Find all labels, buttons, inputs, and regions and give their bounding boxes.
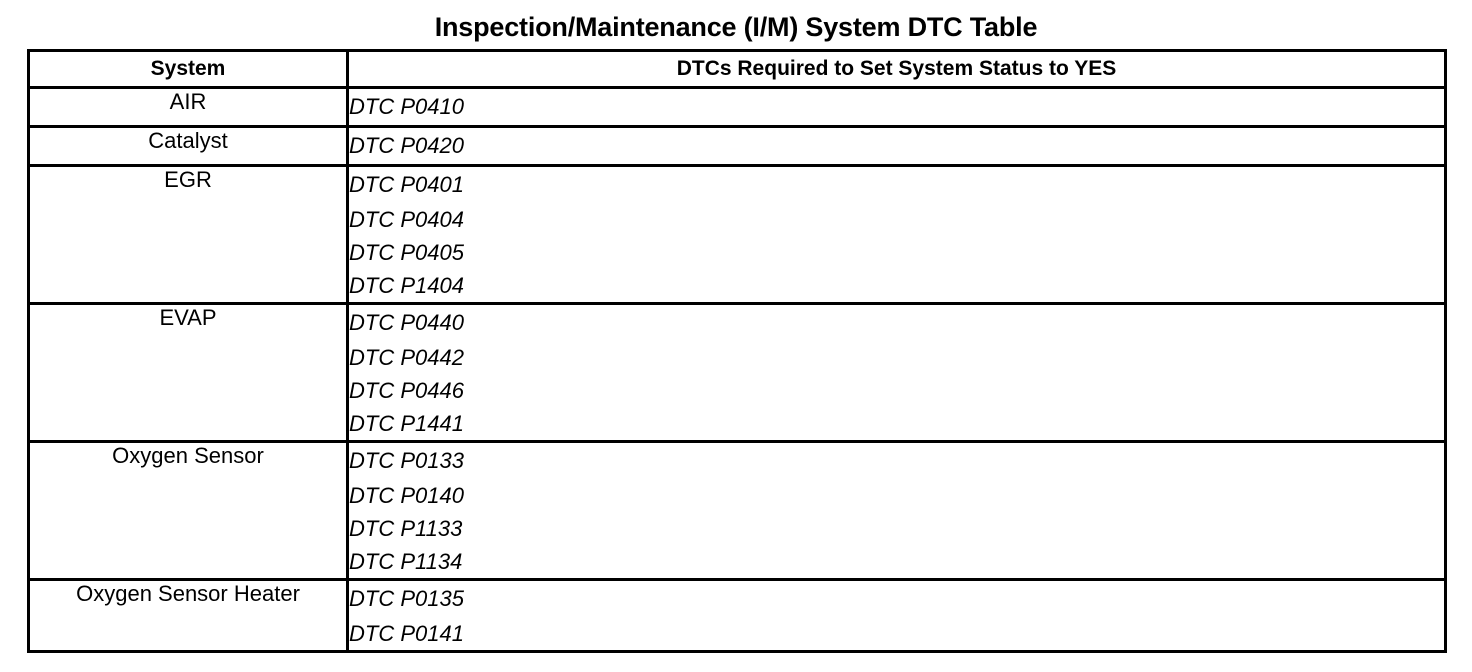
dtc-code: DTC P0135 [349, 586, 464, 611]
table-row [29, 442, 1446, 580]
page-title: Inspection/Maintenance (I/M) System DTC Table [434, 12, 1038, 42]
table-body [29, 88, 1446, 652]
dtc-cell [348, 166, 1446, 304]
dtc-cell [348, 127, 1446, 166]
system-cell: Oxygen Sensor [29, 442, 348, 580]
table-row [29, 166, 1446, 304]
dtc-code: DTC P0404 [349, 207, 464, 232]
dtc-code: DTC P0442 [349, 345, 464, 370]
system-cell: EGR [29, 166, 348, 304]
dtc-code: DTC P0133 [349, 448, 464, 473]
system-cell: AIR [29, 88, 348, 127]
table-row [29, 88, 1446, 127]
dtc-code: DTC P1441 [349, 411, 464, 436]
dtc-code: DTC P1133 [349, 516, 463, 541]
dtc-code: DTC P0405 [349, 240, 464, 265]
header-dtcs: DTCs Required to Set System Status to YES [348, 51, 1446, 88]
table-row [29, 127, 1446, 166]
dtc-code: DTC P0440 [349, 310, 464, 335]
dtc-cell [348, 442, 1446, 580]
system-cell: Catalyst [29, 127, 348, 166]
table-row [29, 580, 1446, 652]
header-system: System [29, 51, 348, 88]
dtc-code: DTC P0141 [349, 621, 464, 646]
table-header-row [29, 51, 1446, 88]
dtc-cell [348, 88, 1446, 127]
system-cell: Oxygen Sensor Heater [29, 580, 348, 652]
dtc-code: DTC P0401 [349, 172, 464, 197]
dtc-code: DTC P0446 [349, 378, 464, 403]
dtc-table [27, 49, 1447, 653]
dtc-code: DTC P1134 [349, 549, 463, 574]
dtc-code: DTC P0420 [349, 133, 464, 158]
system-cell: EVAP [29, 304, 348, 442]
dtc-code: DTC P1404 [349, 273, 464, 298]
dtc-code: DTC P0140 [349, 483, 464, 508]
dtc-cell [348, 304, 1446, 442]
dtc-cell [348, 580, 1446, 652]
table-row [29, 304, 1446, 442]
dtc-code: DTC P0410 [349, 94, 464, 119]
